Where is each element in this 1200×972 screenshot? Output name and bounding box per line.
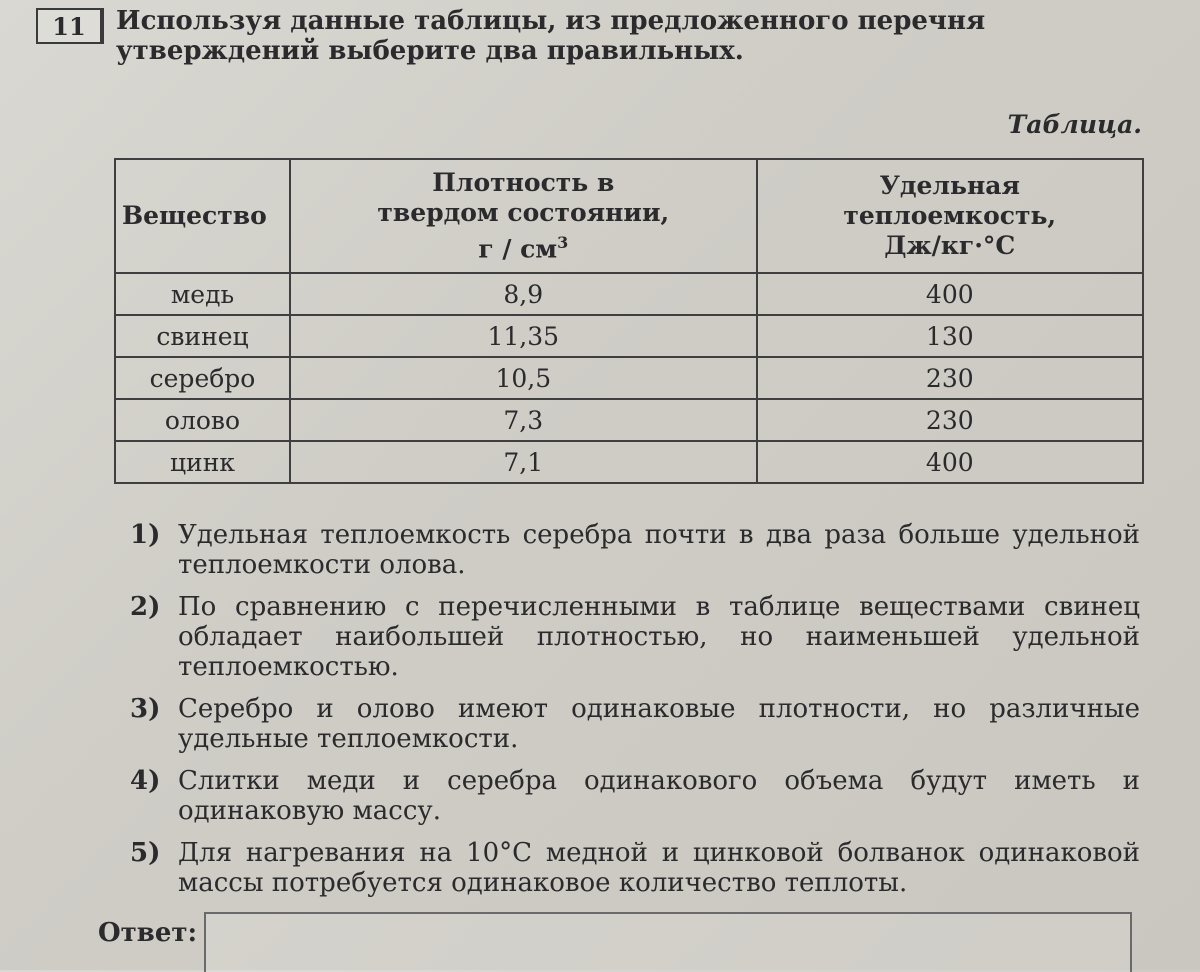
table-row xyxy=(115,399,1143,441)
statement-option xyxy=(130,694,1140,754)
header-density xyxy=(290,159,757,273)
statement-option xyxy=(130,520,1140,580)
task-number: 11 xyxy=(36,8,104,44)
cell-substance: цинк xyxy=(115,441,290,483)
answer-input-box[interactable] xyxy=(204,912,1132,972)
cell-density: 11,35 xyxy=(290,315,757,357)
option-number: 4) xyxy=(130,766,161,796)
substances-table xyxy=(114,158,1144,484)
statement-option xyxy=(130,766,1140,826)
table-row xyxy=(115,273,1143,315)
option-text: Слитки меди и серебра одинакового объема будут иметь и одинаковую массу. xyxy=(178,766,1140,826)
option-number: 2) xyxy=(130,592,161,622)
option-number: 5) xyxy=(130,838,161,868)
header-substance: Вещество xyxy=(115,159,290,273)
option-text: Для нагревания на 10°С медной и цинковой болванок одинаковой массы потребуется одинаковое количество теплоты. xyxy=(178,838,1140,898)
statement-option xyxy=(130,838,1140,898)
cell-heat: 230 xyxy=(757,399,1143,441)
cell-heat: 130 xyxy=(757,315,1143,357)
option-number: 3) xyxy=(130,694,161,724)
table-row xyxy=(115,315,1143,357)
cell-density: 10,5 xyxy=(290,357,757,399)
cell-density: 7,1 xyxy=(290,441,757,483)
option-text: По сравнению с перечисленными в таблице веществами свинец обладает наибольшей плотностью, но наименьшей удельной теплоемкостью. xyxy=(178,592,1140,682)
header-density-label: Плотность в твердом состоянии, xyxy=(377,167,670,227)
table-body xyxy=(115,273,1143,483)
table-row xyxy=(115,441,1143,483)
header-density-unit xyxy=(291,228,756,264)
table-caption: Таблица. xyxy=(1007,110,1142,139)
table-header-row xyxy=(115,159,1143,273)
option-text: Удельная теплоемкость серебра почти в два раза больше удельной теплоемкости олова. xyxy=(178,520,1140,580)
cell-heat: 400 xyxy=(757,441,1143,483)
answer-label: Ответ: xyxy=(98,918,198,948)
cell-density: 8,9 xyxy=(290,273,757,315)
cell-heat: 400 xyxy=(757,273,1143,315)
header-heat-unit: Дж/кг·°С xyxy=(884,231,1016,260)
table-row xyxy=(115,357,1143,399)
density-unit-sup: 3 xyxy=(557,232,569,252)
cell-heat: 230 xyxy=(757,357,1143,399)
statement-options xyxy=(130,520,1140,910)
option-text: Серебро и олово имеют одинаковые плотности, но различные удельные теплоемкости. xyxy=(178,694,1140,754)
task-instruction: Используя данные таблицы, из предложенного перечня утверждений выберите два правильных. xyxy=(116,6,986,66)
cell-substance: медь xyxy=(115,273,290,315)
cell-substance: серебро xyxy=(115,357,290,399)
statement-option xyxy=(130,592,1140,682)
density-unit-text: г / см xyxy=(478,234,558,264)
option-number: 1) xyxy=(130,520,161,550)
cell-substance: олово xyxy=(115,399,290,441)
cell-density: 7,3 xyxy=(290,399,757,441)
header-heat-capacity xyxy=(757,159,1143,273)
header-heat-label: Удельная теплоемкость, xyxy=(843,171,1057,230)
cell-substance: свинец xyxy=(115,315,290,357)
